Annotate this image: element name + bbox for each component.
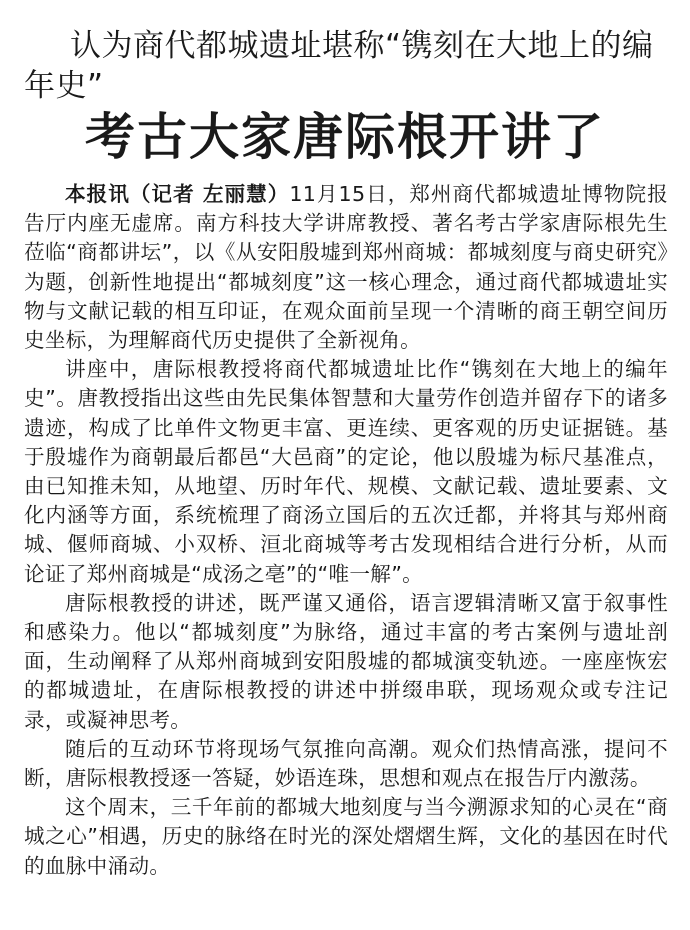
article-paragraph-2: 讲座中，唐际根教授将商代都城遗址比作“镌刻在大地上的编年史”。唐教授指出这些由先民集体智慧和大量劳作创造并留存下的诸多遗迹，构成了比单件文物更丰富、更连续、更客观的历史证据链。基于殷墟作为商朝最后都邑“大邑商”的定论，他以殷墟为标尺基准点，由已知推未知，从地望、历时年代、规模、文献记载、遗址要素、文化内涵等方面，系统梳理了商汤立国后的五次迁都，并将其与郑州商城、偃师商城、小双桥、洹北商城等考古发现相结合进行分析，从而论证了郑州商城是“成汤之亳”的“唯一解”。 xyxy=(24,357,668,586)
paragraph-1-text: 11月15日，郑州商代都城遗址博物院报告厅内座无虚席。南方科技大学讲席教授、著名考古学家唐际根先生莅临“商都讲坛”，以《从安阳殷墟到郑州商城：都城刻度与商史研究》为题，创新性地提出“都城刻度”这一核心理念，通过商代都城遗址实物与文献记载的相互印证，在观众面前呈现一个清晰的商王朝空间历史坐标，为理解商代历史提供了全新视角。 xyxy=(24,182,669,353)
article-body xyxy=(24,180,668,881)
article-lead: 本报讯（记者 左丽慧） xyxy=(65,182,290,206)
article-paragraph-4: 随后的互动环节将现场气氛推向高潮。观众们热情高涨，提问不断，唐际根教授逐一答疑，妙语连珠，思想和观点在报告厅内激荡。 xyxy=(24,736,668,791)
article-headline: 考古大家唐际根开讲了 xyxy=(85,108,605,166)
article-paragraph-3: 唐际根教授的讲述，既严谨又通俗，语言逻辑清晰又富于叙事性和感染力。他以“都城刻度”为脉络，通过丰富的考古案例与遗址剖面，生动阐释了从郑州商城到安阳殷墟的都城演变轨迹。一座座恢宏的都城遗址，在唐际根教授的讲述中拼缀串联，现场观众或专注记录，或凝神思考。 xyxy=(24,590,668,732)
article-paragraph-1 xyxy=(24,180,668,355)
article-kicker: 认为商代都城遗址堪称“镌刻在大地上的编年史” xyxy=(24,28,654,104)
article-paragraph-5: 这个周末，三千年前的都城大地刻度与当今溯源求知的心灵在“商城之心”相遇，历史的脉络在时光的深处熠熠生辉，文化的基因在时代的血脉中涌动。 xyxy=(24,795,668,878)
